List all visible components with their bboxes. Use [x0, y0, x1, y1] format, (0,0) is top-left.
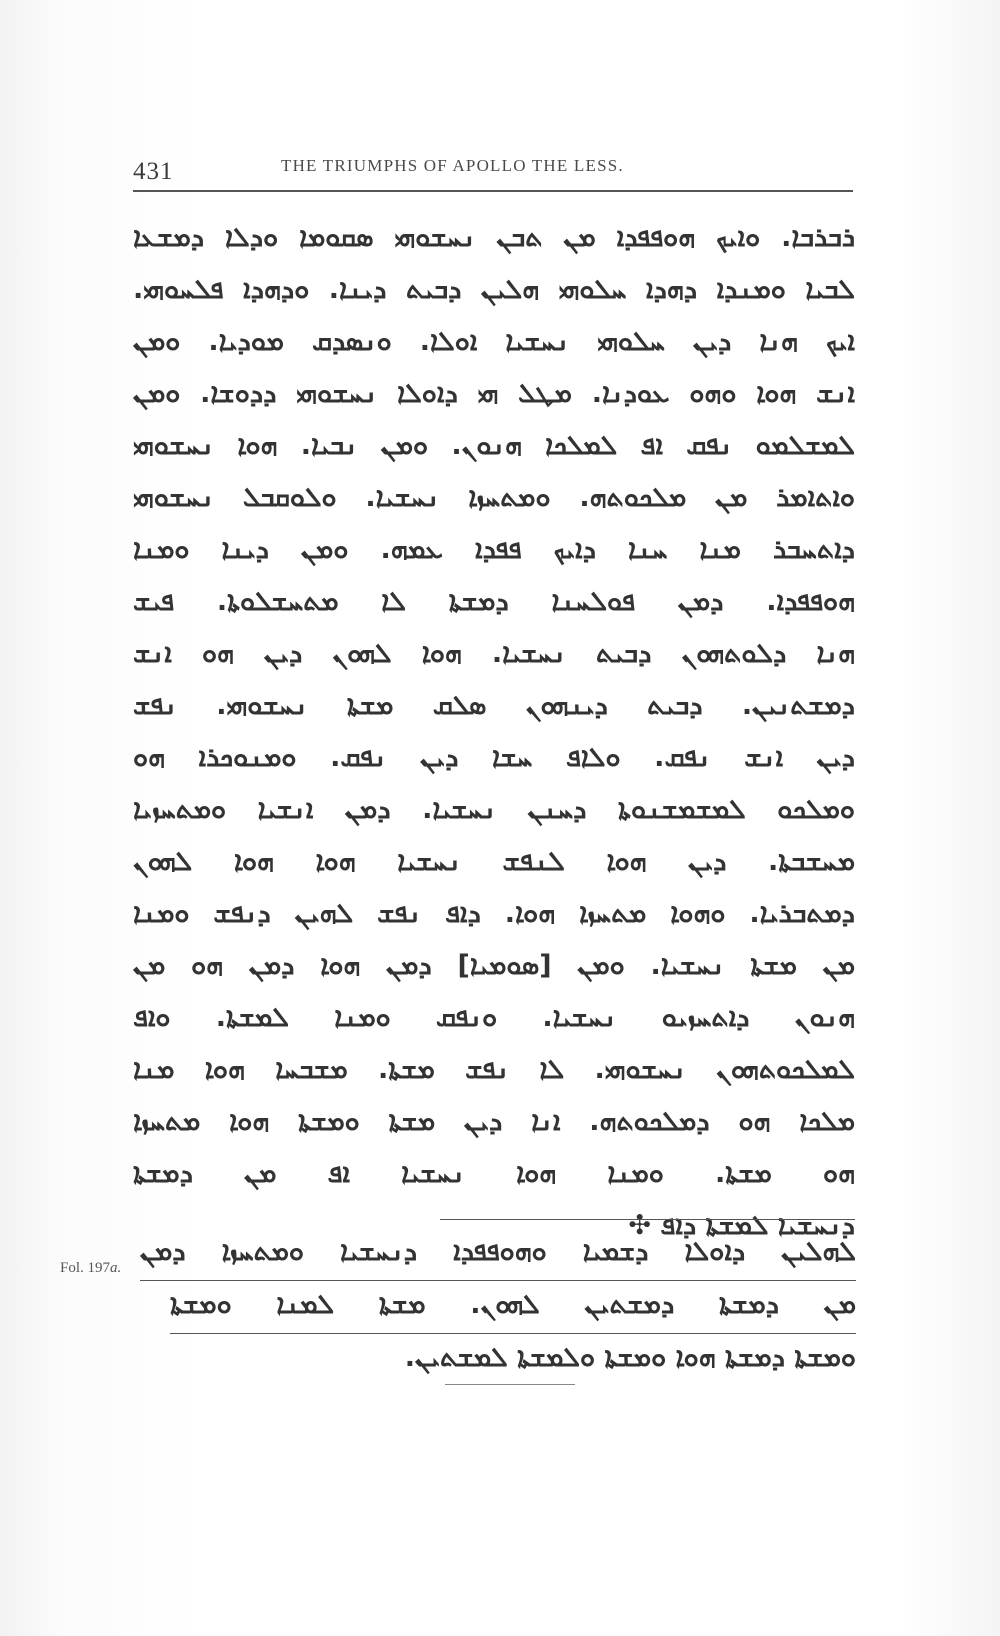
- text-line: ܠܡܫܠܡܘ ܢܦܩ ܐܦ ܠܡܠܟܐ ܗܢܘܢ. ܘܡܢ ܢܒܝܐ. ܗܘܐ ܢܚܫܘܗܝ: [133, 430, 855, 461]
- page-number: 431: [133, 158, 174, 185]
- text-line: ܘܐܬܐܡܪ ܡܢ ܡܠܟܘܬܗ. ܘܡܬܚܙܐ ܢܚܫܝܐ. ܘܠܘܩܒܠ ܢܚܫܘܗܝ: [133, 482, 855, 513]
- text-line: ܡܚܫܒܬܐ. ܕܝܢ ܗܘܐ ܠܢܦܫ ܢܚܫܝܐ ܗܘܐ ܗܘܐ ܠܗܘܢ: [133, 846, 855, 877]
- text-line: ܕܡܬܒܪܝܐ. ܘܗܘܐ ܡܬܚܙܐ ܗܘܐ. ܕܐܦ ܢܦܫ ܠܗܝܢ ܕܢܦܫ ܘܡܢܐ: [133, 898, 855, 929]
- footnote-block: [140, 1228, 856, 1386]
- text-line: ܡܢ ܡܫܬܐ ܢܚܫܝܐ. ܘܡܢ [ܣܘܡܝܐ] ܕܡܢ ܗܘܐ ܕܡܢ ܗܘ ܡܢ: [133, 950, 855, 981]
- text-line: ܘܡܠܟܘ ܠܡܫܡܫܢܘܬܐ ܕܚܢܢ ܢܚܫܝܐ. ܕܡܢ ܐܢܫܝܐ ܘܡܬܚܙܝܐ: [133, 794, 855, 825]
- footnote-line: ܘܡܫܬܐ ܕܡܫܬܐ ܗܘܐ ܘܡܫܬܐ ܘܠܡܫܬܐ ܠܡܫܬܝܢ.: [404, 1342, 856, 1373]
- text-line: ܗܘܦܦܕܐ. ܕܡܢ ܦܘܠܚܢܐ ܕܡܫܬܐ ܠܐ ܡܬܚܫܠܘܬܐ. ܦܝܫ: [133, 586, 855, 617]
- page-header: [133, 150, 853, 190]
- text-line: ܠܡܠܟܘܬܗܘܢ ܢܚܫܘܗܝ. ܠܐ ܢܦܫ ܡܫܬܐ. ܡܫܒܚܐ ܗܘܐ ܡܢܐ: [133, 1054, 855, 1085]
- text-line-final: ܕܢܚܫܝܐ ܠܡܫܬܐ ܕܐܦ ✣: [628, 1210, 855, 1241]
- syriac-text-block: [133, 212, 855, 1252]
- text-line: ܕܐܬܚܒܪ ܡܢܐ ܚܢܐ ܕܐܝܟ ܦܦܕܐ ܥܡܗ. ܘܡܢ ܕܝܢܐ ܘܡܢܐ: [133, 534, 855, 565]
- text-line: ܠܒܝܐ ܘܡܢܕܐ ܕܗܕܐ ܚܠܘܗܝ ܗܠܝܢ ܕܒܝܬ ܕܝܢܐ. ܘܕܗܕܐ ܦܠܚܘܗܝ.: [133, 274, 855, 305]
- text-line: ܡܠܟܐ ܗܘ ܕܡܠܟܘܬܗ. ܐܢܐ ܕܝܢ ܡܫܬܐ ܘܡܫܬܐ ܗܘܐ ܡܬܚܙܐ: [133, 1106, 855, 1137]
- text-line: ܪܒܪܒܐ. ܘܐܝܟ ܗܘܦܦܕܐ ܡܢ ܬܒܢ ܢܚܫܘܗܝ ܣܩܘܡܐ ܘܕܠܐ ܕܡܫܥܐ: [133, 222, 855, 253]
- header-rule: [133, 190, 853, 192]
- footnote-line: ܡܢ ܕܡܫܬܐ ܕܡܫܬܝܢ ܠܗܘܢ. ܡܫܬܐ ܠܡܢܐ ܘܡܫܬܐ: [170, 1281, 856, 1334]
- text-line: ܗܘ ܡܫܬܐ. ܘܡܢܐ ܗܘܐ ܢܚܫܝܐ ܐܦ ܡܢ ܕܡܫܬܐ: [133, 1158, 855, 1189]
- folio-label: Fol. 197: [60, 1260, 111, 1276]
- text-line: ܐܝܟ ܗܢܐ ܕܝܢ ܚܠܘܗܝ ܢܚܫܝܐ ܐܘܠܐ. ܘܢܣܕܩ ܡܘܕܝܐ. ܘܡܢ: [133, 326, 855, 357]
- bottom-rule: [445, 1384, 575, 1385]
- text-line: ܗܢܐ ܕܠܘܬܗܘܢ ܕܒܝܬ ܢܚܫܝܐ. ܗܘܐ ܠܗܘܢ ܕܝܢ ܗܘ ܐܢܫ: [133, 638, 855, 669]
- text-line: ܗܢܘܢ ܕܐܬܚܙܝܘ ܢܚܫܝܐ. ܘܢܦܩ ܘܡܢܐ ܠܡܫܬܐ. ܘܐܦ: [133, 1002, 855, 1033]
- folio-margin-note: [60, 1260, 121, 1277]
- folio-suffix: a.: [110, 1260, 122, 1276]
- footnote-line: ܠܗܠܝܢ ܕܐܘܠܐ ܕܫܡܝܐ ܘܗܘܦܦܕܐ ܕܢܚܫܝܐ ܘܡܬܚܙܐ ܕܡܢ: [140, 1228, 856, 1281]
- text-line: ܕܝܢ ܐܢܫ ܢܦܩ. ܘܠܐܦ ܚܫܐ ܕܝܢ ܢܦܩ. ܘܡܢܘܟܪܐ ܗܘ: [133, 742, 855, 773]
- section-divider: [440, 1219, 855, 1220]
- text-line: ܕܡܫܬܢܝܢ. ܕܒܝܬ ܕܝܢܗܘܢ ܣܠܩ ܡܫܬܐ ܢܚܫܘܗܝ. ܢܦܫ: [133, 690, 855, 721]
- running-title: THE TRIUMPHS OF APOLLO THE LESS.: [281, 156, 624, 175]
- text-line: ܐܢܫ ܗܘܐ ܘܗܘ ܥܘܕܢܐ. ܡܛܠ ܗܝ ܕܐܘܠܐ ܢܚܫܘܗܝ ܕܕܘܫܐ. ܘܡܢ: [133, 378, 855, 409]
